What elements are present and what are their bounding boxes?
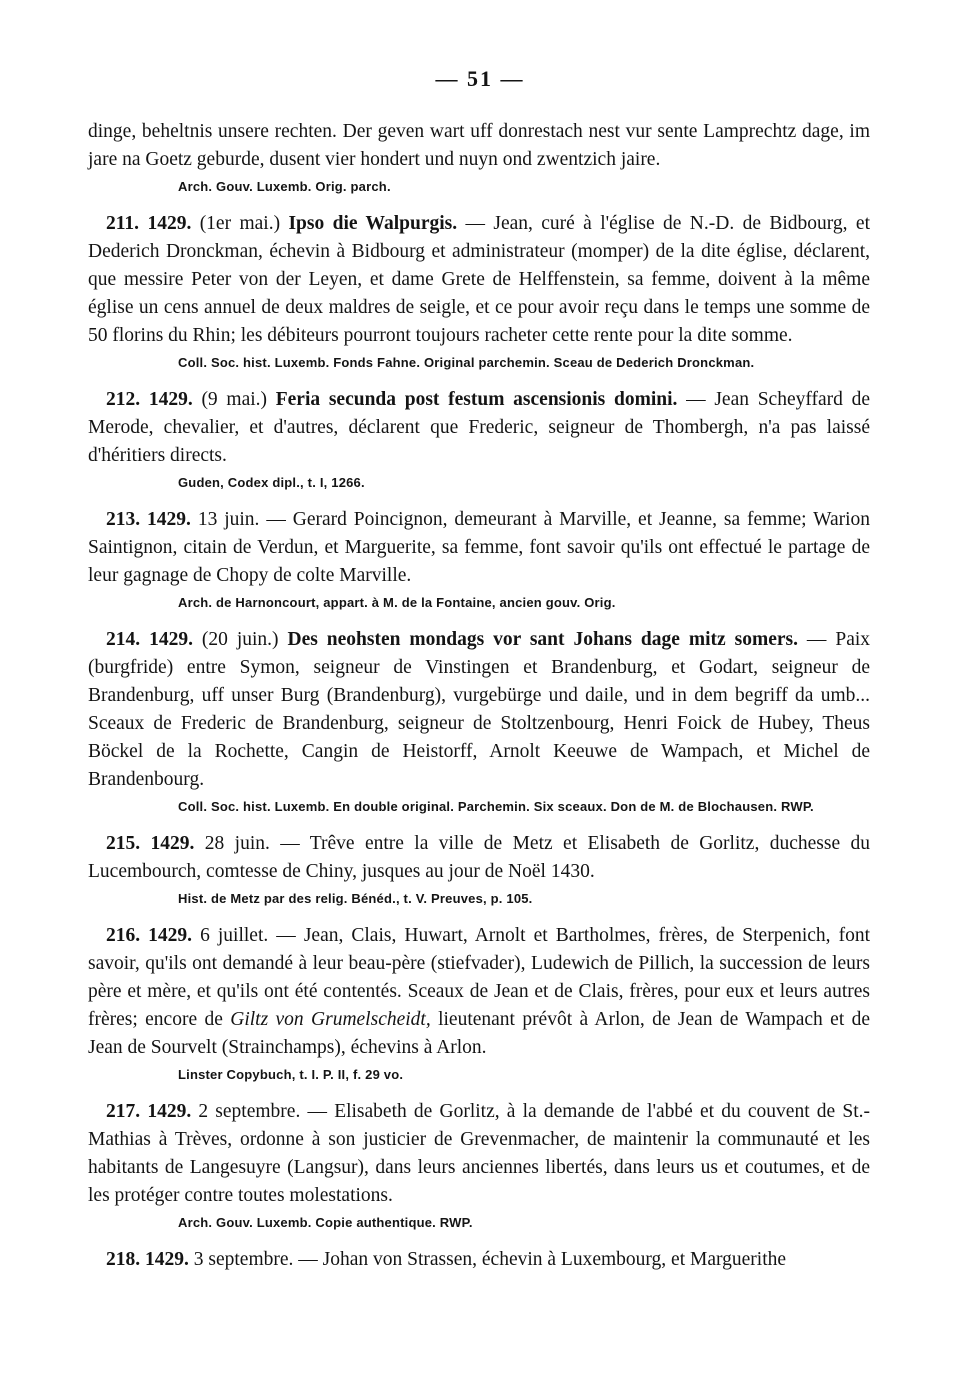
entry-italic-name: Giltz von Grumelscheidt,	[230, 1009, 431, 1030]
entry-214	[88, 626, 870, 816]
entry-text	[88, 922, 870, 1062]
intro-text: dinge, beheltnis unsere rechten. Der geven wart uff donrestach nest vur sente Lamprechtz dage, im jare na Goetz geburde, dusent vier hondert und nuyn ond zwentzich jaire.	[88, 121, 870, 170]
intro-source: Arch. Gouv. Luxemb. Orig. parch.	[178, 179, 391, 194]
entry-source: Coll. Soc. hist. Luxemb. Fonds Fahne. Original parchemin. Sceau de Dederich Dronckman.	[178, 355, 755, 370]
entry-number: 214.	[106, 629, 141, 650]
entry-text	[88, 386, 870, 470]
entry-217	[88, 1098, 870, 1232]
entry-source: Linster Copybuch, t. I. P. II, f. 29 vo.	[178, 1067, 404, 1082]
entry-text	[88, 210, 870, 350]
page-number: — 51 —	[435, 66, 525, 91]
entry-source: Coll. Soc. hist. Luxemb. En double original. Parchemin. Six sceaux. Don de M. de Blochausen. RWP.	[178, 799, 814, 814]
entry-body: — Gerard Poincignon, demeurant à Marville, et Jeanne, sa femme; Warion Saintignon, citain de Verdun, et Marguerite, sa femme, font savoir qu'ils ont effectué le partage de leur gagnage de Chopy de colte Marville.	[88, 509, 871, 586]
entry-source: Arch. Gouv. Luxemb. Copie authentique. RWP.	[178, 1215, 473, 1230]
entry-source: Guden, Codex dipl., t. I, 1266.	[178, 475, 365, 490]
entry-number: 215.	[106, 833, 141, 854]
entry-number: 216.	[106, 925, 141, 946]
entry-source: Hist. de Metz par des relig. Bénéd., t. V. Preuves, p. 105.	[178, 891, 533, 906]
entry-date: (9 mai.)	[201, 389, 268, 410]
entry-212	[88, 386, 870, 492]
entry-text	[88, 1098, 870, 1210]
entry-body: — Trêve entre la ville de Metz et Elisabeth de Gorlitz, duchesse du Lucembourch, comtesse de Chiny, jusques au jour de Noël 1430.	[88, 833, 870, 882]
entry-number: 212.	[106, 389, 141, 410]
entry-body: — Jean, Clais, Huwart, Arnolt et Bartholmes, frères, de Sterpenich, font savoir, qu'ils ont demandé à leur beau-père (stiefvader), Ludewich de Pillich, la succession de leurs père et mère, et qu'ils ont été contentés. Sceaux de Jean et de Clais, frères, pour eux et leurs autres frères; encore de	[88, 925, 871, 1030]
entry-date: 13 juin.	[197, 509, 260, 530]
entry-216	[88, 922, 870, 1084]
entry-body: — Paix (burgfride) entre Symon, seigneur de Vinstingen et Brandenburg, et Godart, seigneur de Brandenburg, uff unser Burg (Brandenburg), vurgebürge und daile, und in dem begriff da umb... Sceaux de Frederic de Brandenburg, seigneur de Stoltzenbourg, Henri Foick de Hubey, Theus Böckel de la Rochette, Cangin de Heistorff, Arnolt Keeuwe de Wampach, et Michel de Brandenbourg.	[88, 629, 871, 790]
entry-year: 1429.	[148, 389, 193, 410]
page-content	[88, 118, 870, 1274]
entry-text	[88, 830, 870, 886]
entry-date: 6 juillet.	[200, 925, 269, 946]
entry-year: 1429.	[147, 213, 192, 234]
entry-body: — Johan von Strassen, échevin à Luxembourg, et Marguerithe	[293, 1249, 787, 1270]
entry-body-continued: lieutenant prévôt à Arlon, de Jean de Wampach et de Jean de Sourvelt (Strainchamps), échevins à Arlon.	[88, 1009, 870, 1058]
entry-text	[88, 626, 870, 794]
entry-date: 3 septembre.	[193, 1249, 294, 1270]
entry-text	[88, 1246, 870, 1274]
entry-number: 211.	[106, 213, 140, 234]
intro-block	[88, 118, 870, 196]
entry-year: 1429.	[149, 629, 193, 650]
entry-year: 1429.	[145, 1249, 189, 1270]
entry-number: 217.	[106, 1101, 141, 1122]
entry-body: — Elisabeth de Gorlitz, à la demande de l'abbé et du couvent de St.-Mathias à Trèves, ordonne à son justicier de Grevenmacher, de maintenir la communauté et les habitants de Langesuyre (Langsur), dans leurs anciennes libertés, dans leurs us et coutumes, et de les protéger contre toutes molestations.	[88, 1101, 871, 1206]
entry-date: (1er mai.)	[199, 213, 281, 234]
entry-date: (20 juin.)	[201, 629, 279, 650]
entry-date: 28 juin.	[204, 833, 270, 854]
entry-number: 218.	[106, 1249, 141, 1270]
entry-text	[88, 506, 870, 590]
entry-211	[88, 210, 870, 372]
entry-215	[88, 830, 870, 908]
entry-latin-heading: Feria secunda post festum ascensionis domini.	[275, 389, 678, 410]
entry-body: — Jean Scheyffard de Merode, chevalier, et d'autres, déclarent que Frederic, seigneur de Thombergh, n'a pas laissé d'héritiers directs.	[88, 389, 870, 466]
entry-218	[88, 1246, 870, 1274]
entry-213	[88, 506, 870, 612]
entry-year: 1429.	[148, 925, 193, 946]
entry-number: 213.	[106, 509, 141, 530]
entry-year: 1429.	[147, 509, 191, 530]
entry-latin-heading: Ipso die Walpurgis.	[288, 213, 458, 234]
entry-latin-heading: Des neohsten mondags vor sant Johans dage mitz somers.	[287, 629, 798, 650]
entry-body: — Jean, curé à l'église de N.-D. de Bidbourg, et Dederich Dronckman, échevin à Bidbourg et administrateur (momper) de la dite église, déclarent, que messire Peter von der Leyen, et dame Grete de Helffenstein, sa femme, doivent à la même église un cens annuel de deux maldres de seigle, et ce pour avoir reçu dans le temps une somme de 50 florins du Rhin; les débiteurs pourront toujours racheter cette rente pour la dite somme.	[88, 213, 870, 346]
entry-source: Arch. de Harnoncourt, appart. à M. de la Fontaine, ancien gouv. Orig.	[178, 595, 616, 610]
entry-date: 2 septembre.	[198, 1101, 301, 1122]
entry-year: 1429.	[150, 833, 195, 854]
entry-year: 1429.	[147, 1101, 192, 1122]
